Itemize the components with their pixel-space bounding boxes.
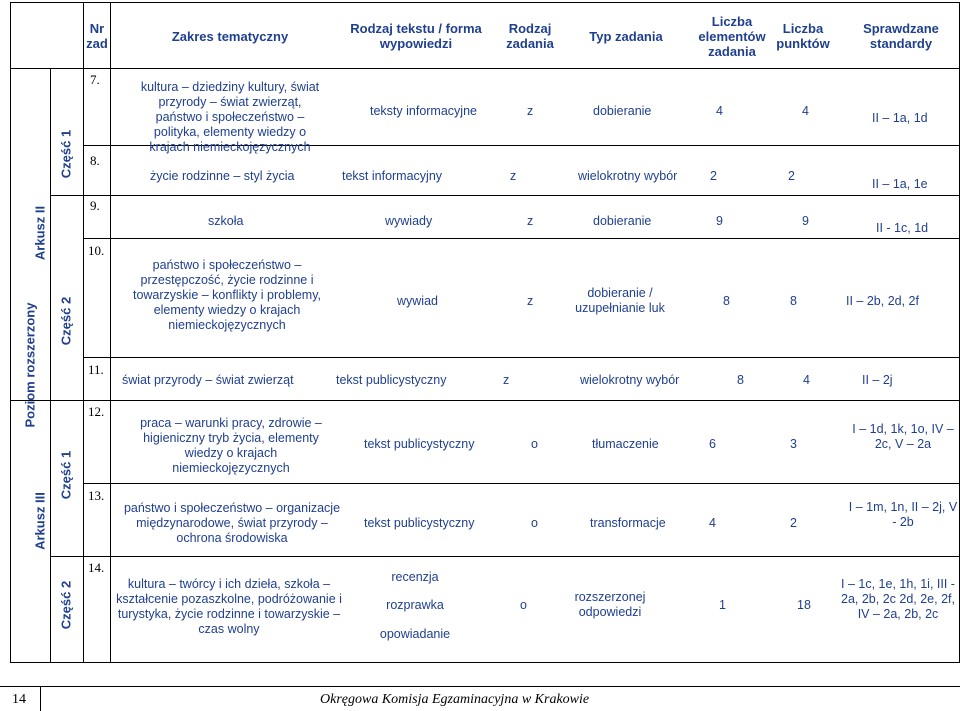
task-forma-rozprawka: rozprawka [386,598,444,612]
table-border-bottom [10,662,960,663]
task-number: 8. [90,153,100,168]
task-typ: tłumaczenie [592,437,659,451]
task-typ: dobieranie [593,214,652,228]
part-separator-2 [50,556,960,557]
task-typ: wielokrotny wybór [580,373,680,387]
task-zakres: świat przyrody – świat zwierząt [122,373,294,387]
col-separator [110,2,111,662]
task-elementy: 6 [709,437,716,451]
label-czesc-1: Część 1 [58,450,74,500]
row-separator [83,483,960,484]
task-punkty: 8 [790,294,797,308]
task-standardy: II – 1a, 1e [872,177,928,191]
task-typ: wielokrotny wybór [578,169,678,183]
task-elementy: 4 [709,516,716,530]
header-liczba-elementow: Liczba elementów zadania [698,13,766,59]
task-elementy: 2 [710,169,717,183]
task-rodzaj-tekstu: tekst publicystyczny [364,516,475,530]
task-elementy: 9 [716,214,723,228]
task-typ: dobieranie [593,104,652,118]
task-rodzaj: z [527,214,534,228]
footer-line [0,686,960,687]
task-number: 11. [88,362,104,377]
task-punkty: 4 [802,104,809,118]
task-number: 13. [88,488,105,503]
task-number: 14. [88,560,105,575]
col-separator [50,68,51,662]
header-rodzaj-zadania: Rodzaj zadania [506,21,554,51]
task-punkty: 3 [790,437,797,451]
task-elementy: 8 [723,294,730,308]
task-rodzaj: z [527,104,534,118]
table-border-top [10,2,960,3]
label-poziom-rozszerzony: Poziom rozszerzony [22,302,38,428]
task-number: 7. [90,72,100,87]
row-separator [83,357,960,358]
label-czesc-2: Część 2 [58,296,74,346]
task-zakres: państwo i społeczeństwo – przestępczość, życie rodzinne i towarzyskie – konflikty i problemy, elementy wiedzy o krajach niemieckojęzycznych [132,258,322,332]
col-separator [83,2,84,662]
task-punkty: 4 [803,373,810,387]
label-czesc-1: Część 1 [58,129,74,179]
table-border-left [10,2,11,662]
task-rodzaj-tekstu: tekst publicystyczny [336,373,447,387]
task-rodzaj: z [503,373,510,387]
task-standardy: II – 2j [862,373,893,387]
sheet-separator [10,400,960,401]
footer-divider [40,686,41,711]
task-zakres: praca – warunki pracy, zdrowie – higieniczny tryb życia, elementy wiedzy o krajach niemieckojęzycznych [140,416,322,475]
task-standardy: I – 1c, 1e, 1h, 1i, III - 2a, 2b, 2c 2d, 2e, 2f, IV – 2a, 2b, 2c [841,577,955,621]
task-rodzaj: o [531,437,538,451]
task-rodzaj: z [510,169,517,183]
task-standardy: II - 1c, 1d [876,221,929,235]
task-typ: transformacje [590,516,666,530]
task-number: 12. [88,404,105,419]
task-elementy: 8 [737,373,744,387]
task-punkty: 18 [797,598,811,612]
task-standardy: II – 2b, 2d, 2f [846,294,919,308]
task-number: 10. [88,243,105,258]
task-standardy: I – 1m, 1n, II – 2j, V - 2b [848,500,958,529]
task-forma-opowiadanie: opowiadanie [379,627,451,641]
part-separator [50,195,960,196]
label-arkusz-iii: Arkusz III [32,492,48,550]
task-zakres: kultura – twórcy i ich dzieła, szkoła – kształcenie pozaszkolne, podróżowanie i turystyka, życie rodzinne i towarzyskie – czas wolny [116,577,342,636]
task-zakres: szkoła [208,214,244,228]
task-zakres: kultura – dziedziny kultury, świat przyrody – świat zwierząt, państwo i społeczeństwo – polityka, elementy wiedzy o krajach niemieckojęzycznych [140,80,320,154]
task-elementy: 1 [719,598,726,612]
task-rodzaj-tekstu: wywiady [385,214,433,228]
task-forma-recenzja: recenzja [391,570,439,584]
task-rodzaj: o [531,516,538,530]
task-rodzaj: o [520,598,527,612]
label-czesc-2: Część 2 [58,580,74,630]
footer-institution: Okręgowa Komisja Egzaminacyjna w Krakowie [320,692,590,707]
task-number: 9. [90,198,100,213]
header-rodzaj-tekstu: Rodzaj tekstu / forma wypowiedzi [350,21,482,51]
task-punkty: 2 [790,516,797,530]
task-rodzaj: z [527,294,534,308]
task-rodzaj-tekstu: wywiad [397,294,438,308]
task-punkty: 2 [788,169,795,183]
task-zakres: państwo i społeczeństwo – organizacje międzynarodowe, świat przyrody – ochrona środowiska [123,501,341,545]
header-typ-zadania: Typ zadania [589,28,663,44]
header-liczba-punktow: Liczba punktów [776,21,830,51]
task-typ: rozszerzonej odpowiedzi [574,590,646,619]
header-standardy: Sprawdzane standardy [863,21,939,51]
task-punkty: 9 [802,214,809,228]
task-standardy: I – 1d, 1k, 1o, IV – 2c, V – 2a [852,422,954,451]
task-elementy: 4 [716,104,723,118]
task-rodzaj-tekstu: tekst informacyjny [342,169,443,183]
task-rodzaj-tekstu: teksty informacyjne [370,104,477,118]
header-zakres: Zakres tematyczny [171,28,289,44]
task-typ: dobieranie / uzupełnianie luk [575,286,665,315]
header-separator [10,68,960,69]
header-nr: Nr zad [86,21,108,51]
task-zakres: życie rodzinne – styl życia [150,169,295,183]
task-rodzaj-tekstu: tekst publicystyczny [364,437,475,451]
label-arkusz-ii: Arkusz II [32,205,48,261]
row-separator [83,238,960,239]
page-number: 14 [12,692,26,707]
task-standardy: II – 1a, 1d [872,111,928,125]
